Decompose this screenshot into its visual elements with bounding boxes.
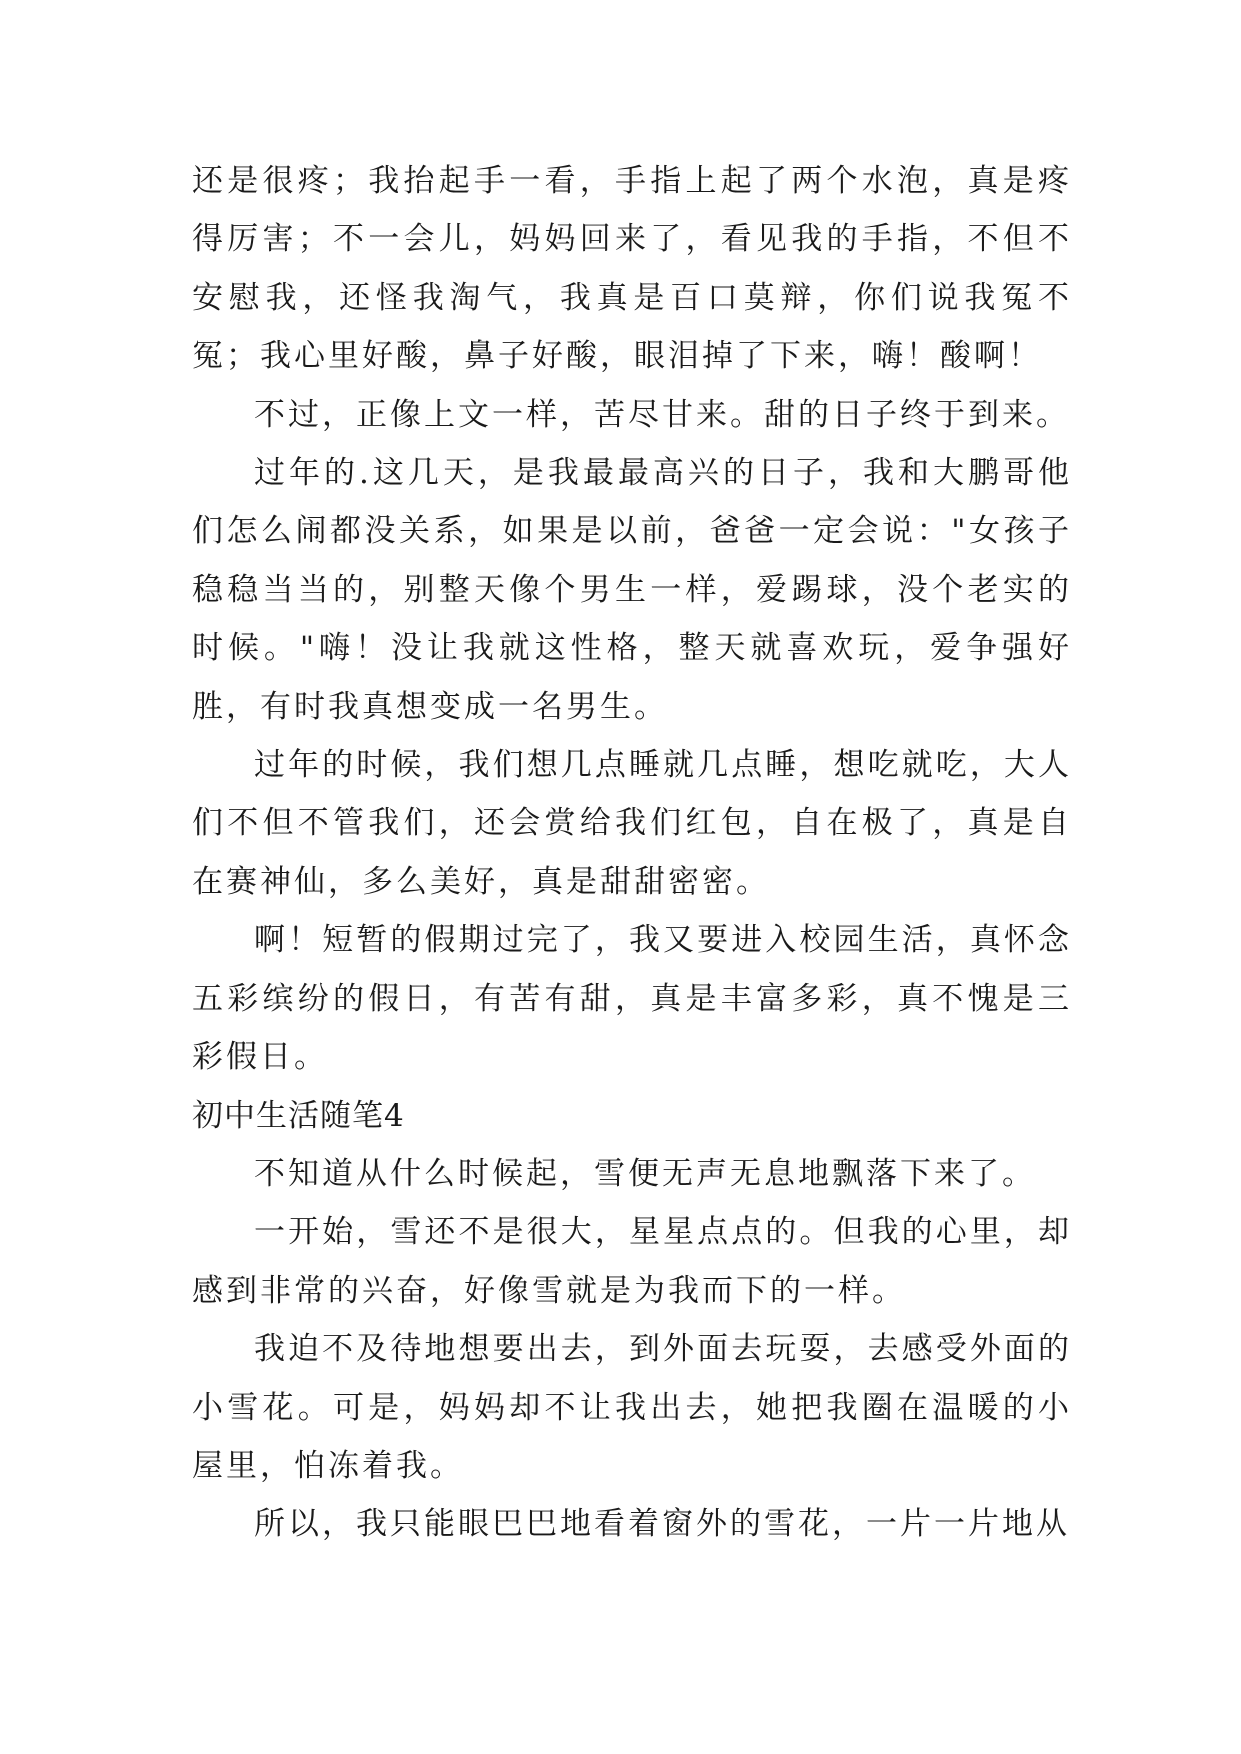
- paragraph: 过年的时候，我们想几点睡就几点睡，想吃就吃，大人们不但不管我们，还会赏给我们红包，自在极了，真是自在赛神仙，多么美好，真是甜甜密密。: [192, 747, 1072, 900]
- document-body: [192, 152, 1072, 1554]
- paragraph: 不过，正像上文一样，苦尽甘来。甜的日子终于到来。: [254, 396, 1070, 433]
- paragraph-continuation: 还是很疼；我抬起手一看，手指上起了两个水泡，真是疼得厉害；不一会儿，妈妈回来了，看见我的手指，不但不安慰我，还怪我淘气，我真是百口莫辩，你们说我冤不冤；我心里好酸，鼻子好酸，眼泪掉了下来，嗨！酸啊！: [192, 163, 1072, 375]
- paragraph: 一开始，雪还不是很大，星星点点的。但我的心里，却感到非常的兴奋，好像雪就是为我而下的一样。: [192, 1214, 1072, 1309]
- paragraph: 我迫不及待地想要出去，到外面去玩耍，去感受外面的小雪花。可是，妈妈却不让我出去，她把我圈在温暖的小屋里，怕冻着我。: [192, 1331, 1072, 1484]
- paragraph: 过年的.这几天，是我最最高兴的日子，我和大鹏哥他们怎么闹都没关系，如果是以前，爸爸一定会说："女孩子稳稳当当的，别整天像个男生一样，爱踢球，没个老实的时候。"嗨！没让我就这性格，整天就喜欢玩，爱争强好胜，有时我真想变成一名男生。: [192, 455, 1072, 725]
- paragraph: 啊！短暂的假期过完了，我又要进入校园生活，真怀念五彩缤纷的假日，有苦有甜，真是丰富多彩，真不愧是三彩假日。: [192, 922, 1072, 1076]
- paragraph: 不知道从什么时候起，雪便无声无息地飘落下来了。: [254, 1155, 1036, 1192]
- section-heading: 初中生活随笔4: [192, 1097, 405, 1134]
- paragraph: 所以，我只能眼巴巴地看着窗外的雪花，一片一片地从: [254, 1506, 1070, 1543]
